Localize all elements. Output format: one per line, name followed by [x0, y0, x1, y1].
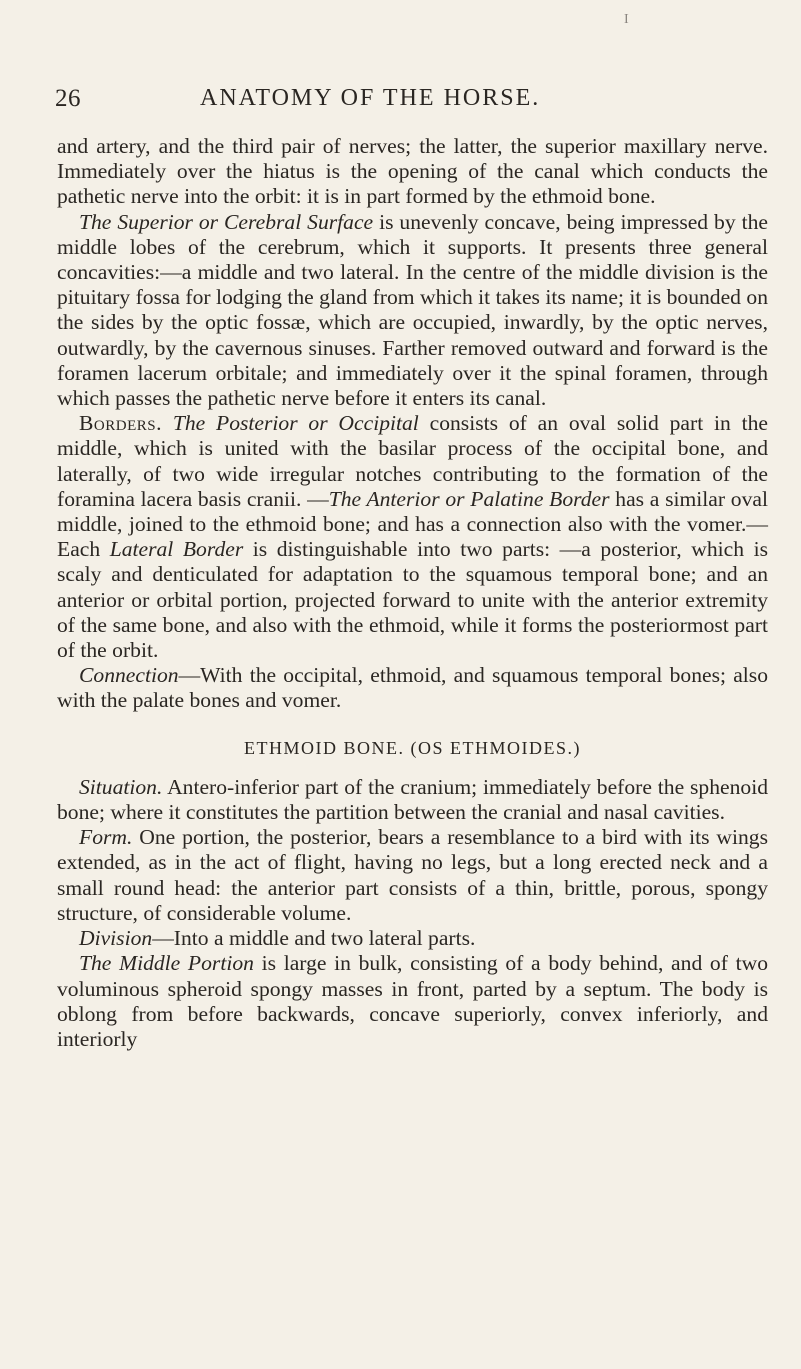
section-heading: ETHMOID BONE. (OS ETHMOIDES.)	[244, 737, 581, 758]
term-connection: Connection	[79, 663, 179, 688]
term-superior-surface: The Superior or Cerebral Surface	[79, 209, 374, 234]
margin-mark: I	[624, 12, 629, 27]
running-head	[55, 85, 755, 125]
paragraph-middle-portion	[57, 951, 768, 1052]
paragraph-text: Antero-inferior part of the cranium; immediately before the sphenoid bone; where it constitutes the partition between the cranial and nasal cavities.	[57, 774, 768, 825]
term-division: Division	[79, 926, 153, 951]
page-number: 26	[55, 85, 81, 112]
paragraph-borders	[57, 411, 768, 663]
paragraph-text: and artery, and the third pair of nerves; the latter, the superior maxillary nerve. Immediately over the hiatus is the opening of the canal which conducts the pathetic nerve into the orbit: it is in part formed by the ethmoid bone.	[57, 134, 768, 209]
term-situation: Situation.	[79, 774, 163, 799]
paragraph-text: —Into a middle and two lateral parts.	[152, 926, 476, 951]
paragraph-text: is distinguishable into two parts: —a posterior, which is scaly and denticulated for adaptation to the squamous temporal bone; and an anterior or orbital portion, projected forward to unite with the anterior extremity of the same bone, and also with the ethmoid, while it forms the posteriormost part of the orbit.	[57, 537, 768, 663]
paragraph-form	[57, 825, 768, 926]
paragraph-division	[57, 926, 768, 951]
term-lateral-border: Lateral Border	[109, 537, 244, 562]
paragraph-text: has a similar oval middle, joined to the ethmoid bone; and has a connection also with the vomer.—Each	[57, 486, 768, 562]
paragraph-connection	[57, 663, 768, 713]
borders-lead: Borders.	[79, 411, 162, 436]
running-title: ANATOMY OF THE HORSE.	[200, 85, 541, 111]
term-posterior-border: The Posterior or Occipital	[172, 411, 419, 436]
paragraph-superior-surface	[57, 210, 768, 412]
term-form: Form.	[79, 825, 133, 850]
paragraph-text: One portion, the posterior, bears a resemblance to a bird with its wings extended, as in the act of flight, having no legs, but a long erected neck and a small round head: the anterior part consists of a thin, brittle, porous, spongy structure, of considerable volume.	[57, 825, 768, 925]
paragraph-text: is unevenly concave, being impressed by the middle lobes of the cerebrum, which it supports. It presents three general concavities:—a middle and two lateral. In the centre of the middle division is the pituitary fossa for lodging the gland from which it takes its name; it is bounded on the sides by the optic fossæ, which are occupied, inwardly, by the optic nerves, outwardly, by the cavernous sinuses. Farther removed outward and forward is the foramen lacerum orbitale; and immediately over it the spinal foramen, through which passes the pathetic nerve before it enters its canal.	[57, 209, 768, 411]
paragraph-text: consists of an oval solid part in the middle, which is united with the basilar process of the occipital bone, and laterally, of two wide irregular notches contributing to the formation of the foramina lacera basis cranii. —	[57, 411, 769, 511]
body-text	[57, 134, 768, 1052]
term-anterior-border: The Anterior or Palatine Border	[328, 486, 610, 511]
paragraph-continuation	[57, 134, 768, 210]
paragraph-text: —With the occipital, ethmoid, and squamous temporal bones; also with the palate bones and vomer.	[57, 663, 768, 713]
paragraph-situation	[57, 775, 768, 825]
term-middle-portion: The Middle Portion	[79, 951, 254, 976]
paragraph-text: is large in bulk, consisting of a body behind, and of two voluminous spheroid spongy masses in front, parted by a septum. The body is oblong from before backwards, concave superiorly, convex inferiorly, and interiorly	[57, 951, 768, 1051]
